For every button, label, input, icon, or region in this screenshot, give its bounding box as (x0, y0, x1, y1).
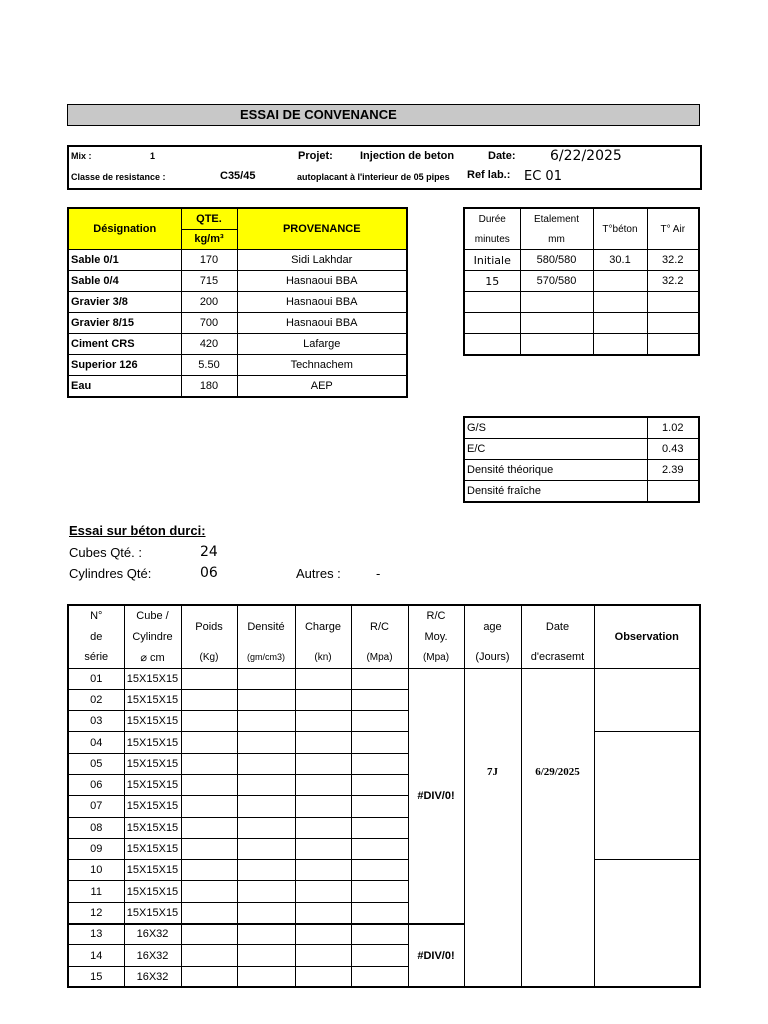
provenance-header: PROVENANCE (237, 208, 407, 250)
serie-number: 02 (68, 689, 124, 710)
charge-cell (295, 838, 351, 859)
rc-cell (351, 945, 408, 966)
rc-cell (351, 689, 408, 710)
fresh-test-row (464, 292, 699, 313)
serie-number: 11 (68, 881, 124, 902)
densite-cell (237, 966, 295, 987)
duree-cell: 15 (464, 271, 520, 292)
provenance-cell: AEP (237, 376, 407, 398)
ratio-label: Densité théorique (464, 460, 647, 481)
densite-header: Densité (237, 605, 295, 647)
rcm-header: R/C (408, 605, 464, 626)
poids-header: Poids (181, 605, 237, 647)
provenance-cell: Hasnaoui BBA (237, 271, 407, 292)
ref-value: EC 01 (524, 169, 562, 184)
ref-label: Ref lab.: (467, 169, 511, 181)
serie-number: 03 (68, 711, 124, 732)
serie-number: 15 (68, 966, 124, 987)
densite-cell (237, 668, 295, 689)
tbeton-cell (593, 271, 647, 292)
serie-number: 13 (68, 924, 124, 945)
densite-cell (237, 881, 295, 902)
designation-cell: Sable 0/4 (68, 271, 181, 292)
date-value: 6/22/2025 (550, 148, 622, 164)
rc-cell (351, 881, 408, 902)
densite-cell (237, 860, 295, 881)
rc-cell (351, 796, 408, 817)
serie-number: 06 (68, 774, 124, 795)
charge-cell (295, 689, 351, 710)
rc-cell (351, 860, 408, 881)
series-row (68, 732, 700, 753)
poids-cell (181, 711, 237, 732)
duree-header: Durée (464, 208, 520, 229)
serie-number: 10 (68, 860, 124, 881)
fresh-test-row (464, 313, 699, 334)
series-row (68, 668, 700, 689)
provenance-cell: Technachem (237, 355, 407, 376)
observation-header: Observation (594, 605, 700, 668)
observation-cell (594, 860, 700, 988)
fresh-test-row (464, 250, 699, 271)
age-unit: (Jours) (464, 647, 521, 668)
etalement-cell: 580/580 (520, 250, 593, 271)
series-row (68, 860, 700, 881)
n-header-2: de (68, 626, 124, 647)
duree-unit: minutes (464, 229, 520, 250)
charge-cell (295, 945, 351, 966)
rcm-unit: (Mpa) (408, 647, 464, 668)
series-table (67, 604, 701, 988)
charge-cell (295, 774, 351, 795)
fresh-test-row (464, 334, 699, 356)
charge-unit: (kn) (295, 647, 351, 668)
composition-row (68, 313, 407, 334)
ratio-row (464, 439, 699, 460)
densite-cell (237, 924, 295, 945)
tair-cell (647, 292, 699, 313)
tair-cell (647, 313, 699, 334)
designation-cell: Sable 0/1 (68, 250, 181, 271)
classe-value: C35/45 (220, 170, 256, 182)
poids-cell (181, 945, 237, 966)
specimen-dim: 15X15X15 (124, 732, 181, 753)
ratio-label: Densité fraîche (464, 481, 647, 503)
composition-row (68, 292, 407, 313)
ratio-value: 2.39 (647, 460, 699, 481)
charge-cell (295, 902, 351, 923)
poids-unit: (Kg) (181, 647, 237, 668)
qte-cell: 200 (181, 292, 237, 313)
observation-cell (594, 668, 700, 732)
rc-cell (351, 774, 408, 795)
densite-cell (237, 711, 295, 732)
observation-cell (594, 732, 700, 860)
designation-header: Désignation (68, 208, 181, 250)
qte-cell: 180 (181, 376, 237, 398)
specimen-dim: 15X15X15 (124, 902, 181, 923)
specimen-dim: 15X15X15 (124, 860, 181, 881)
composition-table (67, 207, 408, 398)
description: autoplacant à l'interieur de 05 pipes (297, 172, 450, 182)
n-header: N° (68, 605, 124, 626)
composition-header (68, 208, 407, 229)
serie-number: 14 (68, 945, 124, 966)
date-ecrasement: 6/29/2025 (521, 668, 594, 987)
ratio-label: E/C (464, 439, 647, 460)
specimen-dim: 15X15X15 (124, 711, 181, 732)
densite-cell (237, 817, 295, 838)
provenance-cell: Sidi Lakhdar (237, 250, 407, 271)
poids-cell (181, 668, 237, 689)
date-unit: d'ecrasemt (521, 647, 594, 668)
charge-cell (295, 796, 351, 817)
autres-value: - (376, 566, 381, 581)
densite-cell (237, 902, 295, 923)
composition-row (68, 376, 407, 398)
rc-cell (351, 924, 408, 945)
densite-cell (237, 689, 295, 710)
charge-cell (295, 860, 351, 881)
autres-label: Autres : (296, 566, 341, 581)
charge-cell (295, 732, 351, 753)
unit-header: kg/m³ (181, 229, 237, 250)
n-header-3: série (68, 647, 124, 668)
age-header: age (464, 605, 521, 647)
poids-cell (181, 732, 237, 753)
title-bar (67, 104, 700, 126)
duree-cell (464, 313, 520, 334)
charge-header: Charge (295, 605, 351, 647)
cube-header: Cube / (124, 605, 181, 626)
specimen-dim: 15X15X15 (124, 668, 181, 689)
rc-cell (351, 838, 408, 859)
serie-number: 01 (68, 668, 124, 689)
age-value: 7J (464, 668, 521, 987)
rc-cell (351, 753, 408, 774)
provenance-cell: Hasnaoui BBA (237, 313, 407, 334)
qte-cell: 700 (181, 313, 237, 334)
rc-cell (351, 711, 408, 732)
mix-label: Mix : (71, 151, 92, 161)
rc-cell (351, 902, 408, 923)
densite-cell (237, 796, 295, 817)
rc-moy-group-1: #DIV/0! (408, 668, 464, 924)
charge-cell (295, 966, 351, 987)
rc-cell (351, 668, 408, 689)
designation-cell: Gravier 3/8 (68, 292, 181, 313)
duree-cell (464, 292, 520, 313)
etalement-cell: 570/580 (520, 271, 593, 292)
densite-unit: (gm/cm3) (237, 647, 295, 668)
poids-cell (181, 689, 237, 710)
etalement-unit: mm (520, 229, 593, 250)
poids-cell (181, 753, 237, 774)
charge-cell (295, 817, 351, 838)
cube-header-2: Cylindre (124, 626, 181, 647)
ratios-table (463, 416, 700, 503)
projet-value: Injection de beton (360, 150, 455, 162)
etalement-cell (520, 313, 593, 334)
charge-cell (295, 881, 351, 902)
tair-cell: 32.2 (647, 250, 699, 271)
specimen-dim: 15X15X15 (124, 689, 181, 710)
serie-number: 12 (68, 902, 124, 923)
qte-header: QTE. (181, 208, 237, 229)
tbeton-cell (593, 292, 647, 313)
classe-label: Classe de resistance : (71, 172, 166, 182)
rc-header: R/C (351, 605, 408, 647)
duree-cell: Initiale (464, 250, 520, 271)
qte-cell: 170 (181, 250, 237, 271)
etalement-header: Etalement (520, 208, 593, 229)
poids-cell (181, 774, 237, 795)
specimen-dim: 15X15X15 (124, 753, 181, 774)
poids-cell (181, 838, 237, 859)
densite-cell (237, 732, 295, 753)
poids-cell (181, 817, 237, 838)
ratio-label: G/S (464, 417, 647, 439)
qte-cell: 5.50 (181, 355, 237, 376)
date-header: Date (521, 605, 594, 647)
rc-moy-group-2: #DIV/0! (408, 924, 464, 988)
poids-cell (181, 924, 237, 945)
composition-row (68, 334, 407, 355)
tbeton-cell (593, 313, 647, 334)
designation-cell: Eau (68, 376, 181, 398)
densite-cell (237, 838, 295, 859)
designation-cell: Gravier 8/15 (68, 313, 181, 334)
composition-row (68, 355, 407, 376)
poids-cell (181, 881, 237, 902)
info-box (67, 145, 702, 190)
tbeton-cell (593, 334, 647, 356)
rcm-header-2: Moy. (408, 626, 464, 647)
tbeton-header: T°béton (593, 208, 647, 250)
densite-cell (237, 945, 295, 966)
serie-number: 05 (68, 753, 124, 774)
etalement-cell (520, 334, 593, 356)
date-label: Date: (488, 150, 516, 162)
densite-cell (237, 774, 295, 795)
rc-cell (351, 817, 408, 838)
charge-cell (295, 924, 351, 945)
ratio-row (464, 460, 699, 481)
specimen-dim: 15X15X15 (124, 881, 181, 902)
specimen-dim: 16X32 (124, 966, 181, 987)
cube-header-3: ⌀ cm (124, 647, 181, 668)
ratio-row (464, 481, 699, 503)
provenance-cell: Lafarge (237, 334, 407, 355)
mix-value: 1 (150, 151, 156, 161)
poids-cell (181, 902, 237, 923)
tair-cell: 32.2 (647, 271, 699, 292)
ratio-row (464, 417, 699, 439)
page-title: ESSAI DE CONVENANCE (240, 107, 397, 122)
serie-number: 09 (68, 838, 124, 859)
poids-cell (181, 860, 237, 881)
fresh-test-row (464, 271, 699, 292)
charge-cell (295, 711, 351, 732)
provenance-cell: Hasnaoui BBA (237, 292, 407, 313)
specimen-dim: 16X32 (124, 924, 181, 945)
specimen-dim: 15X15X15 (124, 774, 181, 795)
charge-cell (295, 753, 351, 774)
rc-unit: (Mpa) (351, 647, 408, 668)
composition-row (68, 250, 407, 271)
poids-cell (181, 966, 237, 987)
tair-cell (647, 334, 699, 356)
composition-row (68, 271, 407, 292)
serie-number: 07 (68, 796, 124, 817)
charge-cell (295, 668, 351, 689)
ratio-value (647, 481, 699, 503)
specimen-dim: 16X32 (124, 945, 181, 966)
specimen-dim: 15X15X15 (124, 838, 181, 859)
designation-cell: Superior 126 (68, 355, 181, 376)
cubes-value: 24 (200, 544, 218, 560)
ratio-value: 0.43 (647, 439, 699, 460)
qte-cell: 715 (181, 271, 237, 292)
qte-cell: 420 (181, 334, 237, 355)
poids-cell (181, 796, 237, 817)
etalement-cell (520, 292, 593, 313)
specimen-dim: 15X15X15 (124, 796, 181, 817)
tair-header: T° Air (647, 208, 699, 250)
serie-number: 08 (68, 817, 124, 838)
designation-cell: Ciment CRS (68, 334, 181, 355)
cubes-label: Cubes Qté. : (69, 545, 142, 560)
rc-cell (351, 966, 408, 987)
fresh-tests-table (463, 207, 700, 356)
cylinders-value: 06 (200, 565, 218, 581)
serie-number: 04 (68, 732, 124, 753)
hardened-heading: Essai sur béton durci: (69, 523, 206, 538)
ratio-value: 1.02 (647, 417, 699, 439)
projet-label: Projet: (298, 150, 333, 162)
cylinders-label: Cylindres Qté: (69, 566, 152, 581)
duree-cell (464, 334, 520, 356)
tbeton-cell: 30.1 (593, 250, 647, 271)
densite-cell (237, 753, 295, 774)
rc-cell (351, 732, 408, 753)
specimen-dim: 15X15X15 (124, 817, 181, 838)
